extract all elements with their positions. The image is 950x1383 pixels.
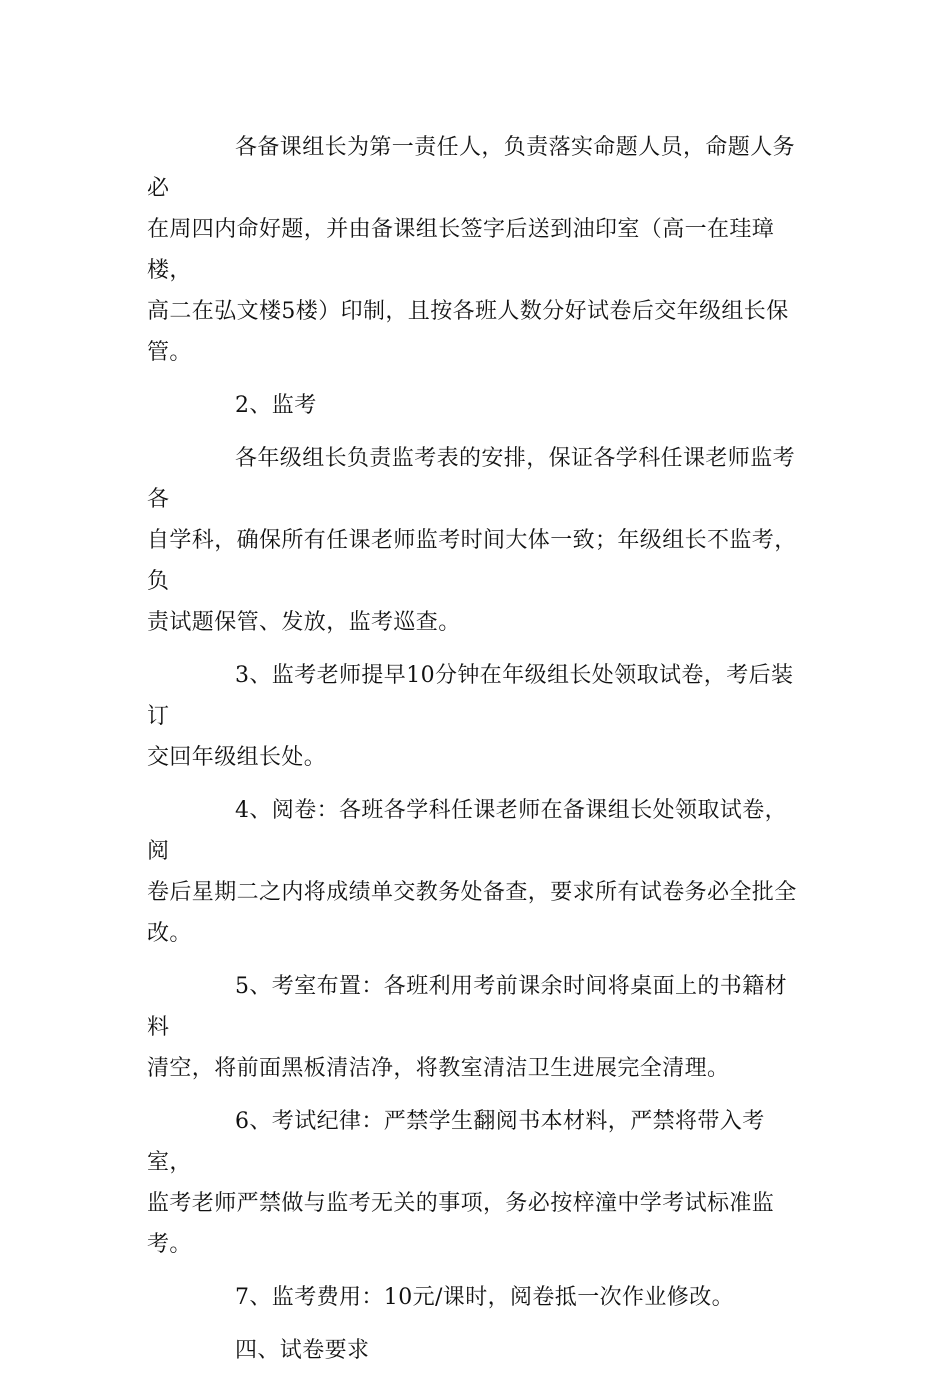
paragraph-invigilation-fee: 7、监考费用：10元/课时，阅卷抵一次作业修改。 xyxy=(235,1285,735,1310)
paragraph-room-setup: 5、考室布置：各班利用考前课余时间将桌面上的书籍材料 清空，将前面黑板清洁净，将教室清洁卫生进展完全清理。 xyxy=(147,974,787,1081)
heading-invigilation: 2、监考 xyxy=(235,393,317,418)
paragraph-grading: 4、阅卷：各班各学科任课老师在备课组长处领取试卷，阅 卷后星期二之内将成绩单交教务处备查，要求所有试卷务必全批全 改。 xyxy=(147,798,797,946)
paragraph-exam-discipline: 6、考试纪律：严禁学生翻阅书本材料，严禁将带入考室， 监考老师严禁做与监考无关的事项，务必按梓潼中学考试标准监考。 xyxy=(147,1109,775,1257)
paragraph-invigilation-schedule: 各年级组长负责监考表的安排，保证各学科任课老师监考各 自学科，确保所有任课老师监考时间大体一致；年级组长不监考，负 责试题保管、发放，监考巡查。 xyxy=(147,446,797,635)
paragraph-responsibility: 各备课组长为第一责任人，负责落实命题人员，命题人务必 在周四内命好题，并由备课组长签字后送到油印室（高一在珪璋楼， 高二在弘文楼5楼）印制，且按各班人数分好试卷后交年级组长保 管。 xyxy=(147,135,796,365)
heading-paper-requirements: 四、试卷要求 xyxy=(235,1338,370,1363)
document-body xyxy=(147,127,807,1383)
paragraph-collect-papers: 3、监考老师提早10分钟在年级组长处领取试卷，考后装订 交回年级组长处。 xyxy=(147,663,794,770)
